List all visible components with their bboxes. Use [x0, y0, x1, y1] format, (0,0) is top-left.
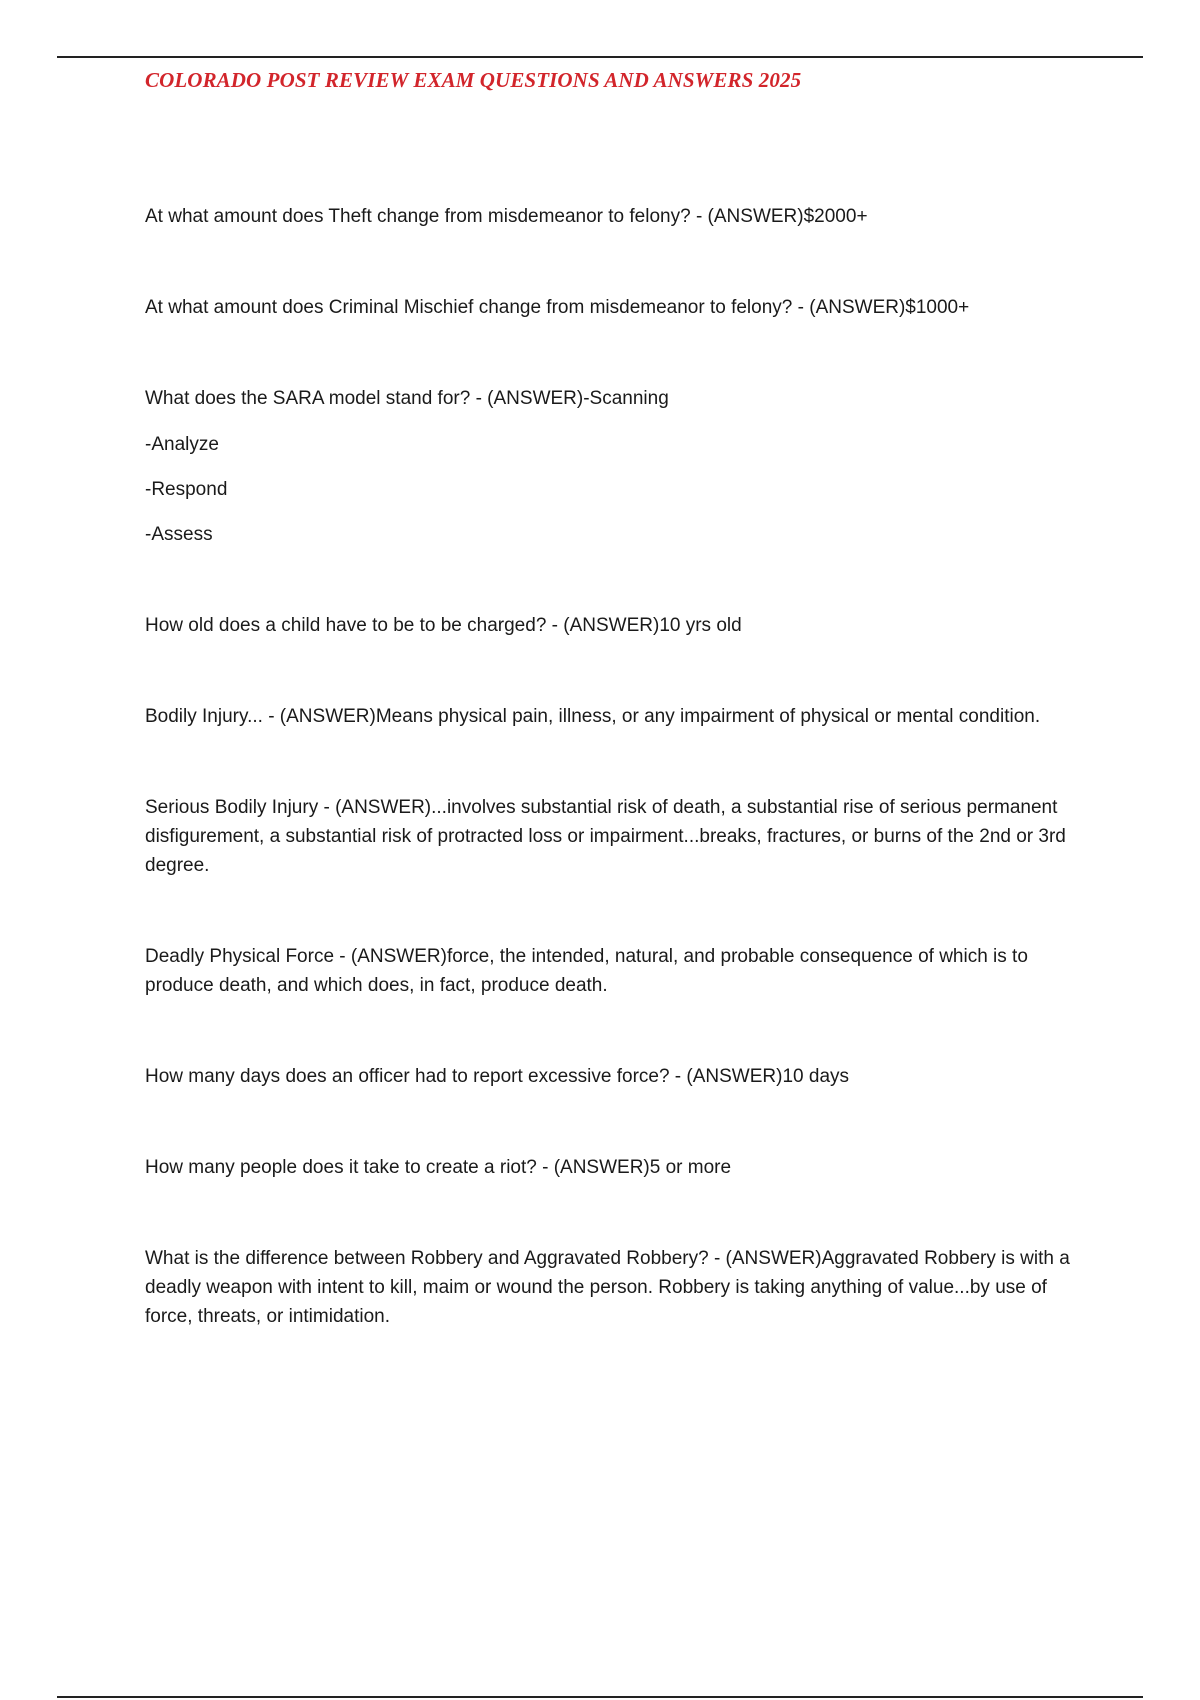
- qa-answer-line: -Assess: [145, 524, 213, 545]
- qa-item: [145, 793, 1090, 880]
- qa-item: [145, 293, 1090, 322]
- qa-item: [145, 942, 1090, 1000]
- qa-text: How many days does an officer had to report excessive force? - (ANSWER)10 days: [145, 1066, 850, 1087]
- qa-text: Deadly Physical Force - (ANSWER)force, the intended, natural, and probable consequence of which is to produce death, and which does, in fact, produce death.: [145, 946, 1028, 996]
- qa-text: Bodily Injury... - (ANSWER)Means physical pain, illness, or any impairment of physical or mental condition.: [145, 706, 1041, 727]
- qa-item: [145, 1153, 1090, 1182]
- qa-item: [145, 1244, 1090, 1331]
- qa-list: [145, 202, 1090, 1393]
- qa-item: [145, 1062, 1090, 1091]
- qa-text: How old does a child have to be to be charged? - (ANSWER)10 yrs old: [145, 615, 742, 636]
- qa-answer-line: -Analyze: [145, 434, 219, 455]
- qa-item: [145, 202, 1090, 231]
- qa-item: [145, 384, 1090, 549]
- qa-text: Serious Bodily Injury - (ANSWER)...involves substantial risk of death, a substantial rise of serious permanent disfigurement, a substantial risk of protracted loss or impairment...breaks, fractures, or burns of the 2nd or 3rd degree.: [145, 797, 1066, 876]
- qa-text: What is the difference between Robbery and Aggravated Robbery? - (ANSWER)Aggravated Robbery is with a deadly weapon with intent to kill, maim or wound the person. Robbery is taking anything of value...by use of force, threats, or intimidation.: [145, 1248, 1070, 1327]
- qa-text: At what amount does Criminal Mischief change from misdemeanor to felony? - (ANSWER)$1000+: [145, 297, 970, 318]
- qa-item: [145, 702, 1090, 731]
- qa-text: What does the SARA model stand for? - (ANSWER)-Scanning: [145, 388, 669, 409]
- qa-item: [145, 611, 1090, 640]
- qa-answer-line: -Respond: [145, 479, 228, 500]
- document-title: COLORADO POST REVIEW EXAM QUESTIONS AND ANSWERS 2025: [145, 68, 802, 92]
- top-divider: [57, 56, 1143, 58]
- qa-text: How many people does it take to create a riot? - (ANSWER)5 or more: [145, 1157, 732, 1178]
- bottom-divider: [57, 1696, 1143, 1698]
- qa-text: At what amount does Theft change from misdemeanor to felony? - (ANSWER)$2000+: [145, 206, 868, 227]
